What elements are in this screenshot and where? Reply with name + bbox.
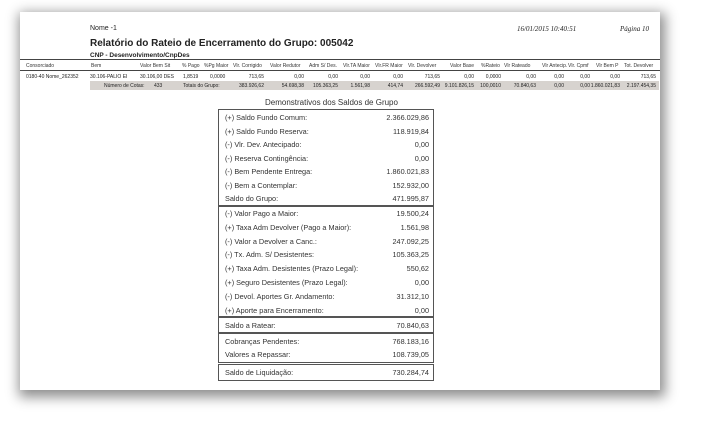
totals-label: Totais do Grupo: bbox=[183, 83, 220, 89]
total-adm-s-des: 105.363,25 bbox=[312, 83, 338, 89]
col-pct-pg-maior: %Pg Maior bbox=[204, 63, 229, 69]
summary-value: 0,00 bbox=[414, 305, 429, 315]
total-vlr-devolver: 266.592,49 bbox=[414, 83, 440, 89]
cell-bem: 30.106-PALIO EI bbox=[90, 74, 128, 80]
header-datetime: 16/01/2015 10:40:51 bbox=[517, 25, 577, 33]
summary-value: 471.995,87 bbox=[392, 194, 429, 203]
summary-value: 105.363,25 bbox=[392, 250, 429, 260]
total-vlr-fr-maior: 414,74 bbox=[387, 83, 403, 89]
summary-label: (-) Vlr. Dev. Antecipado: bbox=[225, 140, 302, 149]
cell-consorciado: 0180-40 Nome_262352 bbox=[26, 74, 79, 80]
table-top-rule bbox=[20, 59, 660, 60]
summary-value: 70.840,63 bbox=[396, 320, 429, 330]
summary-label: (-) Reserva Contingência: bbox=[225, 153, 309, 163]
summary-label: (-) Valor Pago a Maior: bbox=[225, 209, 299, 218]
num-cotas-label: Número de Cotas: bbox=[104, 83, 145, 89]
cell-adm-s-des: 0,00 bbox=[328, 74, 338, 80]
summary-value: 768.183,16 bbox=[392, 336, 429, 346]
col-consorciado: Consorciado bbox=[26, 63, 55, 69]
summary-label: Saldo a Ratear: bbox=[225, 320, 276, 330]
summary-value: 108.739,05 bbox=[392, 349, 429, 359]
summary-label: (+) Saldo Fundo Comum: bbox=[225, 113, 308, 122]
total-vlr-rateado: 70.840,63 bbox=[513, 83, 536, 89]
summary-value: 247.092,25 bbox=[392, 236, 429, 246]
report-subtitle: CNP - Desenvolvimento/CnpDes bbox=[90, 52, 190, 59]
summary-value: 0,00 bbox=[414, 153, 429, 163]
summary-value: 118.919,84 bbox=[393, 126, 429, 136]
cell-valor-bem-sit: 30.106,00 DES bbox=[140, 74, 174, 80]
col-valor-base: Valor Base bbox=[450, 63, 475, 69]
summary-value: 2.366.029,86 bbox=[386, 113, 429, 122]
col-vlr-antecip: Vlr Antecip. bbox=[542, 63, 568, 69]
summary-label: (-) Bem Pendente Entrega: bbox=[225, 167, 313, 176]
cell-vlr-fr-maior: 0,00 bbox=[393, 74, 403, 80]
total-pct-rateio: 100,0010 bbox=[480, 83, 501, 89]
col-vlr-corrigido: Vlr. Corrigido bbox=[233, 63, 262, 69]
summary-label: (-) Valor a Devolver a Canc.: bbox=[225, 236, 317, 246]
summary-label: (+) Saldo Fundo Reserva: bbox=[225, 126, 309, 136]
table-header-rule bbox=[20, 70, 660, 71]
summary-label: Saldo de Liquidação: bbox=[225, 368, 294, 377]
col-adm-s-des: Adm S/ Des. bbox=[309, 63, 338, 69]
total-valor-redutor: 54.698,38 bbox=[281, 83, 304, 89]
col-vlr-bem-p: Vlr Bem P bbox=[596, 63, 619, 69]
cell-vlr-cpmf: 0,00 bbox=[580, 74, 590, 80]
col-vlr-ta-maior: Vlr.TA Maior bbox=[343, 63, 370, 69]
cell-vlr-devolver: 713,65 bbox=[424, 74, 440, 80]
ajustes-box bbox=[218, 205, 434, 318]
summary-label: (+) Seguro Desistentes (Prazo Legal): bbox=[225, 278, 348, 287]
summary-label: (-) Devol. Aportes Gr. Andamento: bbox=[225, 291, 335, 301]
col-pct-rateio: %Rateio bbox=[481, 63, 500, 69]
col-valor-redutor: Valor Redutor bbox=[270, 63, 301, 69]
cell-pct-pg-maior: 0,0000 bbox=[210, 74, 226, 80]
summary-label: Saldo do Grupo: bbox=[225, 194, 279, 203]
total-vlr-ta-maior: 1.561,98 bbox=[350, 83, 370, 89]
summary-value: 1.860.021,83 bbox=[386, 167, 429, 176]
col-valor-bem-sit: Valor Bem Sit bbox=[140, 63, 171, 69]
cell-vlr-ta-maior: 0,00 bbox=[360, 74, 370, 80]
summary-value: 31.312,10 bbox=[396, 291, 429, 301]
cell-vlr-bem-p: 0,00 bbox=[610, 74, 620, 80]
col-vlr-fr-maior: Vlr.FR Maior bbox=[375, 63, 403, 69]
saldo-grupo-box bbox=[218, 109, 434, 207]
summary-label: (+) Aporte para Encerramento: bbox=[225, 305, 324, 315]
summary-label: (-) Bem a Contemplar: bbox=[225, 180, 298, 190]
summary-value: 730.284,74 bbox=[392, 368, 429, 377]
col-bem: Bem bbox=[91, 63, 102, 69]
summary-value: 0,00 bbox=[414, 278, 429, 287]
saldo-liquidacao-box bbox=[218, 364, 434, 381]
summary-value: 0,00 bbox=[414, 140, 429, 149]
header-page-number: Página 10 bbox=[620, 25, 649, 33]
summary-value: 550,62 bbox=[406, 264, 429, 274]
cell-vlr-antecip: 0,00 bbox=[554, 74, 564, 80]
col-vlr-cpmf: Vlr. Cpmf bbox=[568, 63, 589, 69]
summary-label: (+) Taxa Adm Devolver (Pago a Maior): bbox=[225, 222, 352, 232]
col-vlr-devolver: Vlr. Devolver bbox=[408, 63, 437, 69]
total-vlr-bem-p: 1.860.021,83 bbox=[590, 83, 620, 89]
cell-valor-redutor: 0,00 bbox=[294, 74, 304, 80]
cell-pct-rateio: 0,0000 bbox=[485, 74, 501, 80]
summary-label: Valores a Repassar: bbox=[225, 349, 291, 359]
total-vlr-cpmf: 0,00 bbox=[580, 83, 590, 89]
cell-pct-pago: 1,8519 bbox=[183, 74, 199, 80]
cell-vlr-rateado: 0,00 bbox=[526, 74, 536, 80]
cell-vlr-corrigido: 713,65 bbox=[248, 74, 264, 80]
col-tot-devolver: Tot. Devolver bbox=[624, 63, 654, 69]
summary-label: Cobranças Pendentes: bbox=[225, 336, 300, 346]
total-tot-devolver: 2.197.454,35 bbox=[626, 83, 656, 89]
header-nome: Nome -1 bbox=[90, 25, 117, 32]
num-cotas-value: 433 bbox=[154, 83, 163, 89]
report-page bbox=[20, 12, 660, 390]
summary-label: (+) Taxa Adm. Desistentes (Prazo Legal): bbox=[225, 264, 359, 274]
col-vlr-rateado: Vlr Rateado bbox=[504, 63, 531, 69]
cell-valor-base: 0,00 bbox=[464, 74, 474, 80]
total-vlr-corrigido: 383.926,62 bbox=[238, 83, 264, 89]
summary-label: (-) Tx. Adm. S/ Desistentes: bbox=[225, 250, 315, 260]
col-pct-pago: % Pago bbox=[182, 63, 200, 69]
report-title: Relatório do Rateio de Encerramento do Grupo: 005042 bbox=[90, 38, 354, 49]
demonstrativo-title: Demonstrativos dos Saldos de Grupo bbox=[265, 98, 398, 107]
summary-value: 152.932,00 bbox=[392, 180, 429, 190]
total-valor-base: 9.101.826,15 bbox=[444, 83, 474, 89]
cell-tot-devolver: 713,65 bbox=[640, 74, 656, 80]
cobrancas-box bbox=[218, 332, 434, 363]
total-vlr-antecip: 0,00 bbox=[554, 83, 564, 89]
summary-value: 19.500,24 bbox=[396, 209, 429, 218]
summary-value: 1.561,98 bbox=[400, 222, 429, 232]
